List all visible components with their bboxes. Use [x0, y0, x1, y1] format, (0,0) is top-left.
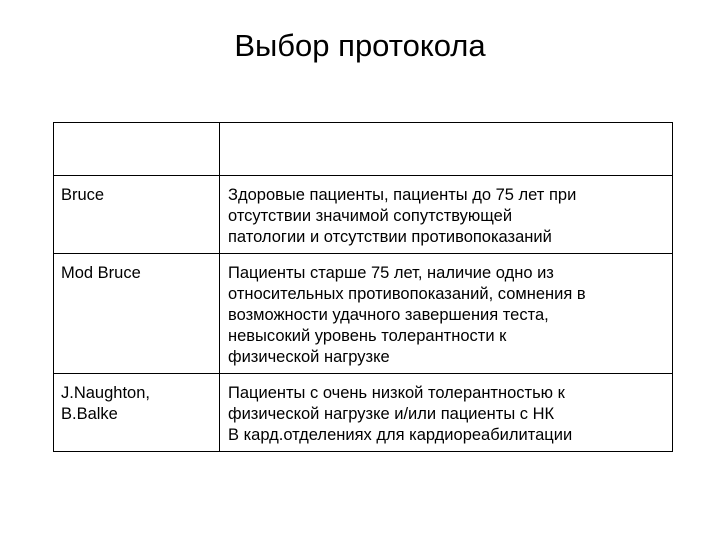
table-row: [54, 374, 673, 452]
protocol-name: Bruce: [61, 186, 105, 204]
table-header-row: [54, 123, 673, 176]
protocol-cell: [54, 374, 220, 452]
header-cell-indication: [220, 123, 673, 176]
header-cell-protocol: [54, 123, 220, 176]
indication-cell: [220, 176, 673, 254]
protocol-table: [53, 122, 673, 452]
protocol-cell: [54, 254, 220, 374]
indication-cell: [220, 254, 673, 374]
table-row: [54, 254, 673, 374]
protocol-name: Mod Bruce: [61, 264, 141, 282]
protocol-name: J.Naughton, B.Balke: [61, 384, 150, 423]
protocol-cell: [54, 176, 220, 254]
slide-title: Выбор протокола: [234, 28, 486, 63]
indication-cell: [220, 374, 673, 452]
indication-text: Пациенты с очень низкой толерантностью к физической нагрузке и/или пациенты с НК В кард.отделениях для кардиореабилитации: [228, 384, 573, 444]
indication-text: Пациенты старше 75 лет, наличие одно из относительных противопоказаний, сомнения в возможности удачного завершения теста, невысокий уровень толерантности к физической нагрузке: [228, 264, 586, 366]
table-row: [54, 176, 673, 254]
indication-text: Здоровые пациенты, пациенты до 75 лет при отсутствии значимой сопутствующей патологии и отсутствии противопоказаний: [228, 186, 577, 246]
